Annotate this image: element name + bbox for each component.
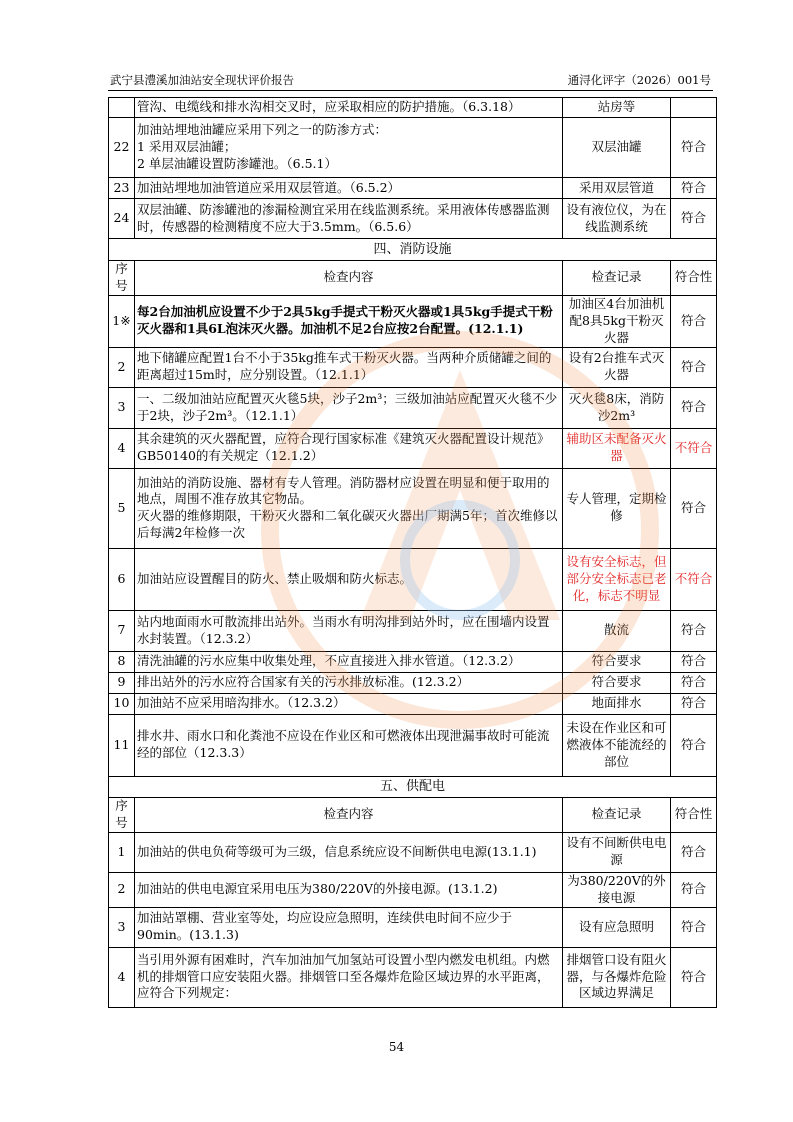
conformity-result: 符合 xyxy=(671,118,717,178)
conformity-result: 符合 xyxy=(671,907,717,947)
check-content: 管沟、电缆线和排水沟相交叉时，应采取相应的防护措施。（6.3.18） xyxy=(135,98,563,118)
item-number: 1※ xyxy=(109,295,135,347)
check-content: 加油站埋地加油管道应采用双层管道。（6.5.2） xyxy=(135,178,563,199)
table-row xyxy=(109,714,717,776)
check-content: 加油站的供电电源宜采用电压为380/220V的外接电源。(13.1.2) xyxy=(135,872,563,907)
table-row xyxy=(109,651,717,672)
conformity-result: 符合 xyxy=(671,832,717,872)
item-number: 11 xyxy=(109,714,135,776)
conformity-result: 符合 xyxy=(671,947,717,1007)
section-title: 五、供配电 xyxy=(109,776,717,797)
table-header-row xyxy=(109,797,717,832)
check-content: 排出站外的污水应符合国家有关的污水排放标准。(12.3.2） xyxy=(135,672,563,693)
conformity-result: 符合 xyxy=(671,651,717,672)
check-record: 检查记录 xyxy=(563,261,671,296)
check-record: 站房等 xyxy=(563,98,671,118)
check-content: 站内地面雨水可散流排出站外。当雨水有明沟排到站外时，应在围墙内设置水封装置。（12.3.2） xyxy=(135,610,563,651)
table-row xyxy=(109,387,717,428)
item-number: 4 xyxy=(109,947,135,1007)
inspection-table xyxy=(108,97,717,1008)
table-row xyxy=(109,947,717,1007)
table-row xyxy=(109,872,717,907)
check-record: 专人管理，定期检修 xyxy=(563,468,671,548)
check-content: 其余建筑的灭火器配置，应符合现行国家标准《建筑灭火器配置设计规范》GB50140的有关规定（12.1.2） xyxy=(135,428,563,468)
table-row xyxy=(109,907,717,947)
check-content: 清洗油罐的污水应集中收集处理，不应直接进入排水管道。（12.3.2） xyxy=(135,651,563,672)
item-number: 5 xyxy=(109,468,135,548)
table-row xyxy=(109,178,717,199)
check-record: 灭火毯8床，消防沙2m³ xyxy=(563,387,671,428)
conformity-result: 符合 xyxy=(671,178,717,199)
conformity-result: 不符合 xyxy=(671,548,717,610)
conformity-result: 符合性 xyxy=(671,797,717,832)
conformity-result: 不符合 xyxy=(671,428,717,468)
item-number: 9 xyxy=(109,672,135,693)
check-record: 散流 xyxy=(563,610,671,651)
conformity-result: 符合 xyxy=(671,347,717,387)
check-record: 符合要求 xyxy=(563,651,671,672)
table-row xyxy=(109,610,717,651)
check-content: 检查内容 xyxy=(135,261,563,296)
item-number: 24 xyxy=(109,199,135,239)
table-row xyxy=(109,428,717,468)
conformity-result: 符合性 xyxy=(671,261,717,296)
item-number xyxy=(109,98,135,118)
table-row xyxy=(109,118,717,178)
check-content: 加油站不应采用暗沟排水。（12.3.2） xyxy=(135,693,563,714)
section-row xyxy=(109,239,717,261)
table-row xyxy=(109,832,717,872)
table-row xyxy=(109,693,717,714)
check-content: 地下储罐应配置1台不小于35kg推车式干粉灭火器。当两种介质储罐之间的距离超过15m时，应分别设置。（12.1.1） xyxy=(135,347,563,387)
check-record: 设有不间断供电电源 xyxy=(563,832,671,872)
check-record: 为380/220V的外接电源 xyxy=(563,872,671,907)
item-number: 23 xyxy=(109,178,135,199)
item-number: 7 xyxy=(109,610,135,651)
table-row xyxy=(109,672,717,693)
conformity-result: 符合 xyxy=(671,610,717,651)
check-record: 排烟管口设有阻火器，与各爆炸危险区域边界满足 xyxy=(563,947,671,1007)
table-row xyxy=(109,468,717,548)
item-number: 3 xyxy=(109,907,135,947)
conformity-result: 符合 xyxy=(671,714,717,776)
check-record: 地面排水 xyxy=(563,693,671,714)
check-record: 采用双层管道 xyxy=(563,178,671,199)
check-content: 当引用外源有困难时，汽车加油加气加氢站可设置小型内燃发电机组。内燃机的排烟管口应安装阻火器。排烟管口至各爆炸危险区域边界的水平距离，应符合下列规定： xyxy=(135,947,563,1007)
table-row xyxy=(109,347,717,387)
item-number: 序号 xyxy=(109,261,135,296)
check-record: 设有液位仪，为在线监测系统 xyxy=(563,199,671,239)
table-row xyxy=(109,548,717,610)
conformity-result: 符合 xyxy=(671,387,717,428)
section-row xyxy=(109,776,717,797)
table-row xyxy=(109,98,717,118)
conformity-result: 符合 xyxy=(671,468,717,548)
check-record: 设有应急照明 xyxy=(563,907,671,947)
conformity-result: 符合 xyxy=(671,295,717,347)
table-header-row xyxy=(109,261,717,296)
check-content: 一、二级加油站应配置灭火毯5块，沙子2m³；三级加油站应配置灭火毯不少于2块，沙子2m³。（12.1.1） xyxy=(135,387,563,428)
page-header xyxy=(108,72,713,91)
report-title: 武宁县澧溪加油站安全现状评价报告 xyxy=(110,73,294,87)
check-record: 设有2台推车式灭火器 xyxy=(563,347,671,387)
check-content: 加油站的供电负荷等级可为三级，信息系统应设不间断供电电源(13.1.1) xyxy=(135,832,563,872)
item-number: 22 xyxy=(109,118,135,178)
conformity-result xyxy=(671,98,717,118)
item-number: 4 xyxy=(109,428,135,468)
check-content: 排水井、雨水口和化粪池不应设在作业区和可燃液体出现泄漏事故时可能流经的部位（12.3.3） xyxy=(135,714,563,776)
check-content: 加油站罩棚、营业室等处，均应设应急照明，连续供电时间不应少于90min。(13.1.3) xyxy=(135,907,563,947)
item-number: 8 xyxy=(109,651,135,672)
check-record: 检查记录 xyxy=(563,797,671,832)
check-content: 检查内容 xyxy=(135,797,563,832)
item-number: 1 xyxy=(109,832,135,872)
section-title: 四、消防设施 xyxy=(109,239,717,261)
item-number: 序号 xyxy=(109,797,135,832)
item-number: 2 xyxy=(109,872,135,907)
conformity-result: 符合 xyxy=(671,672,717,693)
check-content: 双层油罐、防渗罐池的渗漏检测宜采用在线监测系统。采用液体传感器监测时，传感器的检测精度不应大于3.5mm。（6.5.6） xyxy=(135,199,563,239)
check-content: 加油站埋地油罐应采用下列之一的防渗方式： 1 采用双层油罐； 2 单层油罐设置防渗罐池。（6.5.1） xyxy=(135,118,563,178)
conformity-result: 符合 xyxy=(671,872,717,907)
check-content: 每2台加油机应设置不少于2具5kg手提式干粉灭火器或1具5kg手提式干粉灭火器和1具6L泡沫灭火器。加油机不足2台应按2台配置。(12.1.1) xyxy=(135,295,563,347)
item-number: 6 xyxy=(109,548,135,610)
report-number: 通浔化评字（2026）001号 xyxy=(567,73,711,87)
check-content: 加油站应设置醒目的防火、禁止吸烟和防火标志。 xyxy=(135,548,563,610)
page-number: 54 xyxy=(388,1040,405,1054)
table-row xyxy=(109,199,717,239)
check-record: 双层油罐 xyxy=(563,118,671,178)
item-number: 10 xyxy=(109,693,135,714)
item-number: 3 xyxy=(109,387,135,428)
conformity-result: 符合 xyxy=(671,693,717,714)
check-content: 加油站的消防设施、器材有专人管理。消防器材应设置在明显和便于取用的地点，周围不准存放其它物品。 灭火器的维修期限，干粉灭火器和二氧化碳灭火器出厂期满5年；首次维修以后每满2年检修一次 xyxy=(135,468,563,548)
conformity-result: 符合 xyxy=(671,199,717,239)
check-record: 设有安全标志，但部分安全标志已老化，标志不明显 xyxy=(563,548,671,610)
table-row xyxy=(109,295,717,347)
item-number: 2 xyxy=(109,347,135,387)
check-record: 未设在作业区和可燃液体不能流经的部位 xyxy=(563,714,671,776)
check-record: 辅助区未配备灭火器 xyxy=(563,428,671,468)
check-record: 符合要求 xyxy=(563,672,671,693)
check-record: 加油区4台加油机配8具5kg干粉灭火器 xyxy=(563,295,671,347)
